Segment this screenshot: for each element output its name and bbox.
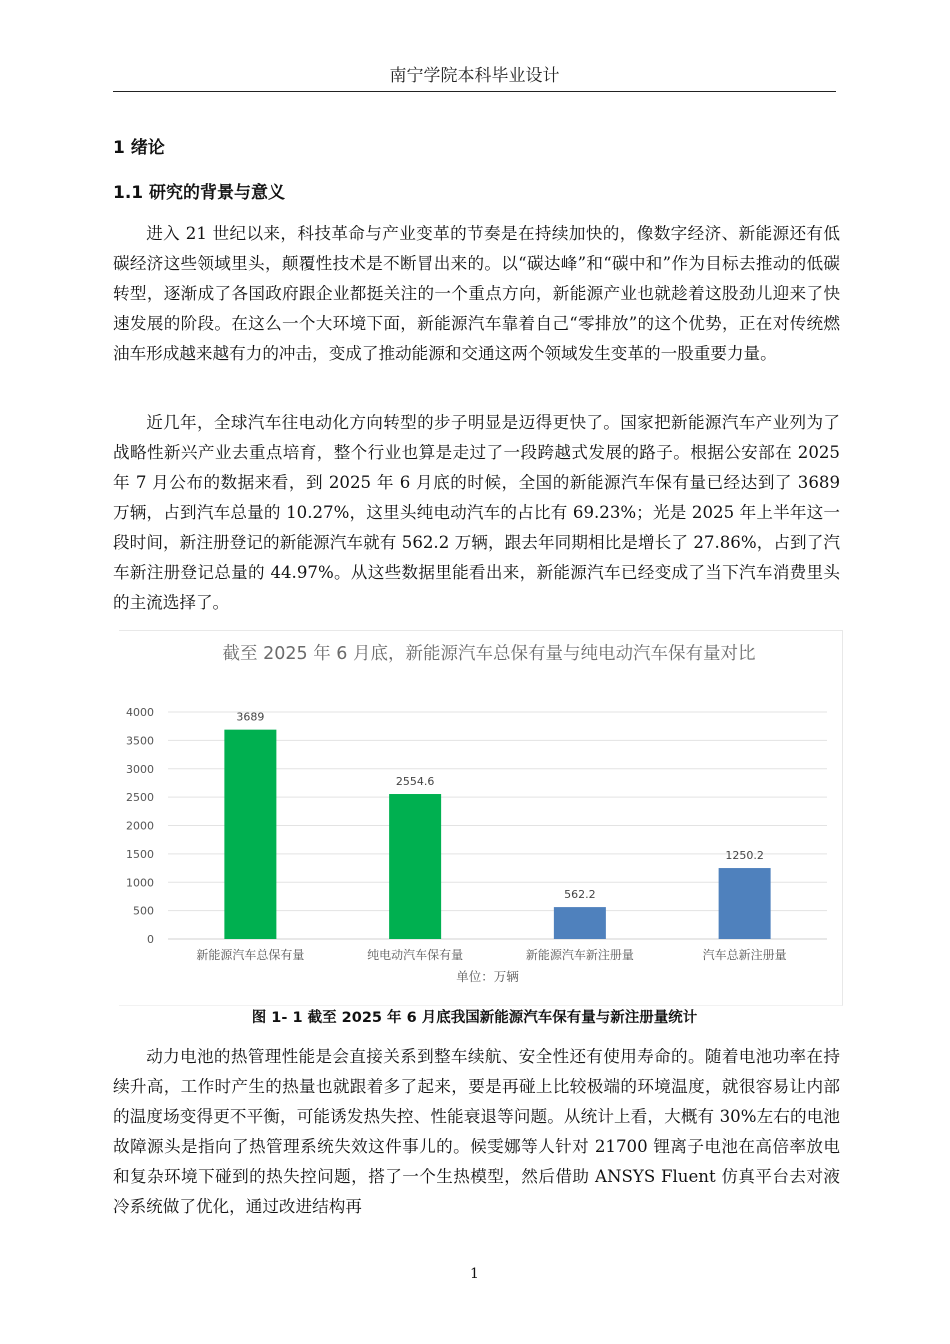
paragraph-3: 动力电池的热管理性能是会直接关系到整车续航、安全性还有使用寿命的。随着电池功率在持续升高，工作时产生的热量也就跟着多了起来，要是再碰上比较极端的环境温度，就很容易让内部的温度场变得更不平衡，可能诱发热失控、性能衰退等问题。从统计上看，大概有 30%左右的电池故障源头是指向了热管理系统失效这件事儿的。候雯娜等人针对 21700 锂离子电池在高倍率放电和复杂环境下碰到的热失控问题，搭了一个生热模型，然后借助 ANSYS Fluent 仿真平台去对液冷系统做了优化，通过改进结构再 — [113, 1047, 840, 1216]
paragraph-2: 近几年，全球汽车往电动化方向转型的步子明显是迈得更快了。国家把新能源汽车产业列为了战略性新兴产业去重点培育，整个行业也算是走过了一段跨越式发展的路子。根据公安部在 2025 年 7 月公布的数据来看，到 2025 年 6 月底的时候，全国的新能源汽车保有量已经达到了 3689 万辆，占到汽车总量的 10.27%，这里头纯电动汽车的占比有 69.23%；光是 2025 年上半年这一段时间，新注册登记的新能源汽车就有 562.2 万辆，跟去年同期相比是增长了 27.86%，占到了汽车新注册登记总量的 44.97%。从这些数据里能看出来，新能源汽车已经变成了当下汽车消费里头的主流选择了。 — [113, 413, 840, 612]
bar — [554, 907, 606, 939]
y-tick-label: 1000 — [126, 876, 154, 890]
y-tick-label: 0 — [147, 933, 154, 946]
header-rule — [113, 91, 836, 92]
y-tick-label: 1500 — [126, 847, 154, 861]
bar — [389, 794, 441, 939]
running-header: 南宁学院本科毕业设计 — [389, 66, 560, 86]
y-tick-label: 2500 — [126, 791, 154, 805]
data-label: 2554.6 — [395, 775, 435, 789]
chapter-heading: 1 绪论 — [113, 138, 165, 158]
figure-caption: 图 1- 1 截至 2025 年 6 月底我国新能源汽车保有量与新注册量统计 — [251, 1010, 698, 1026]
page-number: 1 — [470, 1266, 479, 1282]
bar-chart — [119, 630, 843, 1006]
data-label: 3689 — [236, 710, 265, 724]
x-tick-label: 新能源汽车新注册量 — [525, 948, 634, 962]
bar — [224, 730, 276, 939]
data-label: 1250.2 — [725, 849, 764, 863]
y-tick-label: 500 — [133, 904, 154, 918]
paragraph-1: 进入 21 世纪以来，科技革命与产业变革的节奏是在持续加快的，像数字经济、新能源还有低碳经济这些领域里头，颠覆性技术是不断冒出来的。以“碳达峰”和“碳中和”作为目标去推动的低碳转型，逐渐成了各国政府跟企业都挺关注的一个重点方向，新能源产业也就趁着这股劲儿迎来了快速发展的阶段。在这么一个大环境下面，新能源汽车靠着自己“零排放”的这个优势，正在对传统燃油车形成越来越有力的冲击，变成了推动能源和交通这两个领域发生变革的一股重要力量。 — [113, 224, 840, 363]
section-heading: 1.1 研究的背景与意义 — [113, 183, 286, 203]
x-axis-label: 单位：万辆 — [456, 969, 519, 984]
y-tick-label: 4000 — [126, 706, 154, 719]
chart-title: 截至 2025 年 6 月底，新能源汽车总保有量与纯电动汽车保有量对比 — [222, 644, 756, 664]
y-tick-label: 3000 — [126, 762, 154, 776]
y-tick-label: 2000 — [126, 819, 154, 833]
chart-plot — [119, 631, 842, 1005]
x-tick-label: 汽车总新注册量 — [702, 948, 787, 962]
x-tick-label: 纯电动汽车保有量 — [367, 948, 464, 962]
y-tick-label: 3500 — [126, 734, 154, 748]
bar — [719, 868, 771, 939]
x-tick-label: 新能源汽车总保有量 — [196, 948, 305, 962]
data-label: 562.2 — [564, 888, 596, 902]
